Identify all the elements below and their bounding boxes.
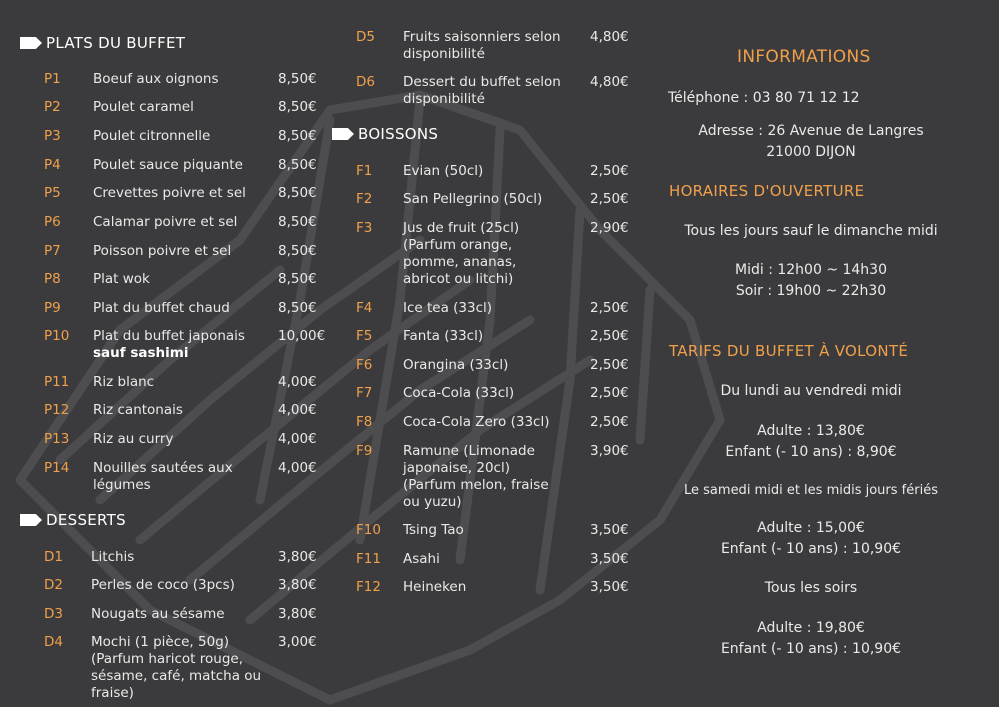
menu-item-name <box>403 357 563 374</box>
menu-item-price: 8,50€ <box>278 157 317 173</box>
menu-item-name <box>403 29 578 63</box>
tarif-saturday-label: Le samedi midi et les midis jours fériés <box>684 483 938 498</box>
menu-item-code: F5 <box>356 328 373 344</box>
menu-item-code: P10 <box>44 328 70 344</box>
menu-item-name-text: Riz au curry <box>93 431 174 447</box>
arrow-tag-icon <box>332 128 354 140</box>
menu-item-code: F11 <box>356 551 381 567</box>
menu-item-code: P5 <box>44 185 61 201</box>
menu-item-name <box>91 606 263 623</box>
menu-item-name <box>93 431 263 448</box>
menu-item-name <box>93 328 263 362</box>
menu-item-price: 2,50€ <box>590 300 629 316</box>
menu-item-price: 3,80€ <box>278 549 317 565</box>
menu-item-code: D1 <box>44 549 63 565</box>
menu-item-name-text: Coca-Cola Zero (33cl) <box>403 414 550 430</box>
tarif-saturday-adult: Adulte : 15,00€ <box>757 520 865 536</box>
menu-item-name <box>403 522 563 539</box>
menu-item-name-text: Litchis <box>91 549 135 565</box>
menu-item-name <box>93 402 263 419</box>
menu-item-name <box>403 443 563 511</box>
menu-item-price: 3,50€ <box>590 551 629 567</box>
menu-item-code: F6 <box>356 357 373 373</box>
menu-item-name-text: Fanta (33cl) <box>403 328 484 344</box>
menu-item-code: D2 <box>44 577 63 593</box>
menu-item-name <box>93 157 263 174</box>
menu-item-name-text: Riz cantonais <box>93 402 183 418</box>
menu-item-name-text: Calamar poivre et sel <box>93 214 238 230</box>
menu-item-price: 8,50€ <box>278 300 317 316</box>
menu-item-name <box>403 551 563 568</box>
menu-item-price: 3,80€ <box>278 577 317 593</box>
menu-item-code: F3 <box>356 220 373 236</box>
menu-item-price: 3,80€ <box>278 606 317 622</box>
arrow-tag-icon <box>20 514 42 526</box>
menu-item-price: 4,00€ <box>278 431 317 447</box>
menu-item-code: P1 <box>44 71 61 87</box>
info-phone: Téléphone : 03 80 71 12 12 <box>668 90 860 106</box>
menu-item-name <box>91 549 263 566</box>
menu-item-name <box>93 243 263 260</box>
menu-item-name-text: Perles de coco (3pcs) <box>91 577 235 593</box>
menu-item-name <box>403 579 563 596</box>
menu-item-name <box>403 220 563 288</box>
menu-item-name-text: Poulet sauce piquante <box>93 157 243 173</box>
menu-item-code: P7 <box>44 243 61 259</box>
menu-item-price: 4,80€ <box>590 29 629 45</box>
arrow-tag-icon <box>20 37 42 49</box>
tarif-evening-label: Tous les soirs <box>764 580 858 596</box>
menu-item-price: 8,50€ <box>278 128 317 144</box>
menu-item-code: F12 <box>356 579 381 595</box>
menu-item-code: P9 <box>44 300 61 316</box>
menu-item-name <box>403 163 563 180</box>
menu-item-code: P6 <box>44 214 61 230</box>
menu-item-name-text: Jus de fruit (25cl) (Parfum orange, pomme, ananas, abricot ou litchi) <box>403 220 520 287</box>
plats-section-title: PLATS DU BUFFET <box>20 34 185 52</box>
menu-item-name <box>93 374 263 391</box>
menu-item-name-text: Coca-Cola (33cl) <box>403 385 515 401</box>
menu-item-code: F1 <box>356 163 373 179</box>
menu-item-price: 2,90€ <box>590 220 629 236</box>
menu-item-code: P12 <box>44 402 70 418</box>
menu-item-name <box>93 271 263 288</box>
menu-item-price: 2,50€ <box>590 163 629 179</box>
menu-item-name <box>93 214 263 231</box>
menu-item-price: 2,50€ <box>590 191 629 207</box>
menu-item-code: F9 <box>356 443 373 459</box>
menu-item-price: 4,80€ <box>590 74 629 90</box>
menu-item-name-text: Nougats au sésame <box>91 606 225 622</box>
menu-item-price: 2,50€ <box>590 414 629 430</box>
menu-item-code: P3 <box>44 128 61 144</box>
menu-item-price: 4,00€ <box>278 374 317 390</box>
menu-item-name-text: Heineken <box>403 579 467 595</box>
menu-item-name <box>93 460 263 494</box>
menu-item-name-text: Plat du buffet japonais <box>93 328 245 344</box>
menu-item-code: F2 <box>356 191 373 207</box>
menu-item-price: 3,90€ <box>590 443 629 459</box>
menu-item-name-text: Poulet citronnelle <box>93 128 211 144</box>
menu-item-price: 8,50€ <box>278 243 317 259</box>
menu-item-price: 3,50€ <box>590 522 629 538</box>
info-address-line2: 21000 DIJON <box>766 144 856 160</box>
menu-item-name <box>93 300 263 317</box>
menu-item-name-text: Boeuf aux oignons <box>93 71 219 87</box>
menu-item-name <box>93 71 263 88</box>
menu-item-name-text: San Pellegrino (50cl) <box>403 191 543 207</box>
menu-item-price: 8,50€ <box>278 71 317 87</box>
menu-item-name <box>403 328 563 345</box>
menu-item-name-text: Poulet caramel <box>93 99 194 115</box>
tarif-evening-adult: Adulte : 19,80€ <box>757 620 865 636</box>
tarifs-title: TARIFS DU BUFFET À VOLONTÉ <box>669 342 909 360</box>
menu-item-code: P4 <box>44 157 61 173</box>
menu-item-name-text: Plat du buffet chaud <box>93 300 230 316</box>
tarif-evening-child: Enfant (- 10 ans) : 10,90€ <box>720 641 902 657</box>
menu-item-name <box>403 385 563 402</box>
menu-item-code: D5 <box>356 29 375 45</box>
menu-item-name-text: Tsing Tao <box>403 522 464 538</box>
menu-item-price: 3,00€ <box>278 634 317 650</box>
menu-item-code: P11 <box>44 374 70 390</box>
menu-item-name-text: Fruits saisonniers selon disponibilité <box>403 29 561 62</box>
menu-item-code: F8 <box>356 414 373 430</box>
menu-item-name-text: Evian (50cl) <box>403 163 484 179</box>
menu-item-name <box>403 191 563 208</box>
tarif-weekday-label: Du lundi au vendredi midi <box>720 383 902 399</box>
menu-item-name-text: Riz blanc <box>93 374 155 390</box>
menu-item-price: 2,50€ <box>590 385 629 401</box>
menu-item-price: 10,00€ <box>278 328 326 344</box>
tarif-saturday-child: Enfant (- 10 ans) : 10,90€ <box>720 541 902 557</box>
menu-item-name <box>93 185 263 202</box>
menu-item-code: F4 <box>356 300 373 316</box>
desserts-section-title: DESSERTS <box>20 511 126 529</box>
menu-item-name-text: Mochi (1 pièce, 50g) (Parfum haricot rouge, sésame, café, matcha ou fraise) <box>91 634 262 701</box>
menu-item-name-text: Asahi <box>403 551 440 567</box>
menu-item-code: D4 <box>44 634 63 650</box>
tarif-weekday-adult: Adulte : 13,80€ <box>757 423 865 439</box>
menu-item-price: 8,50€ <box>278 214 317 230</box>
menu-item-name <box>403 414 563 431</box>
menu-item-code: P8 <box>44 271 61 287</box>
info-title: INFORMATIONS <box>737 47 871 67</box>
menu-item-name <box>93 99 263 116</box>
menu-item-name-text: Poisson poivre et sel <box>93 243 232 259</box>
menu-item-name-text: Nouilles sautées aux légumes <box>93 460 233 493</box>
menu-item-price: 4,00€ <box>278 402 317 418</box>
menu-item-name-text: Plat wok <box>93 271 150 287</box>
menu-item-price: 3,50€ <box>590 579 629 595</box>
menu-item-code: F10 <box>356 522 381 538</box>
menu-item-price: 2,50€ <box>590 328 629 344</box>
hours-title: HORAIRES D'OUVERTURE <box>669 182 865 200</box>
menu-item-name <box>93 128 263 145</box>
menu-item-code: D3 <box>44 606 63 622</box>
menu-item-name-text: Crevettes poivre et sel <box>93 185 246 201</box>
menu-item-name-text: Orangina (33cl) <box>403 357 509 373</box>
menu-item-code: F7 <box>356 385 373 401</box>
menu-item-code: D6 <box>356 74 375 90</box>
hours-note: Tous les jours sauf le dimanche midi <box>684 223 938 239</box>
menu-item-name-text: Dessert du buffet selon disponibilité <box>403 74 561 107</box>
menu-item-price: 8,50€ <box>278 99 317 115</box>
menu-item-price: 8,50€ <box>278 271 317 287</box>
hours-soir: Soir : 19h00 ~ 22h30 <box>735 283 887 299</box>
menu-item-code: P14 <box>44 460 70 476</box>
menu-item-name <box>91 577 263 594</box>
info-address-line1: Adresse : 26 Avenue de Langres <box>698 123 924 139</box>
boissons-section-title: BOISSONS <box>332 125 438 143</box>
menu-item-code: P13 <box>44 431 70 447</box>
menu-item-price: 2,50€ <box>590 357 629 373</box>
menu-item-name <box>403 74 578 108</box>
menu-item-name <box>403 300 563 317</box>
menu-item-name <box>91 634 263 702</box>
menu-item-name-text: Ramune (Limonade japonaise, 20cl) (Parfum melon, fraise ou yuzu) <box>403 443 549 510</box>
menu-item-price: 8,50€ <box>278 185 317 201</box>
tarif-weekday-child: Enfant (- 10 ans) : 8,90€ <box>725 444 897 460</box>
hours-midi: Midi : 12h00 ~ 14h30 <box>735 262 887 278</box>
menu-item-price: 4,00€ <box>278 460 317 476</box>
menu-item-code: P2 <box>44 99 61 115</box>
menu-item-note: sauf sashimi <box>93 345 189 361</box>
menu-item-name-text: Ice tea (33cl) <box>403 300 493 316</box>
